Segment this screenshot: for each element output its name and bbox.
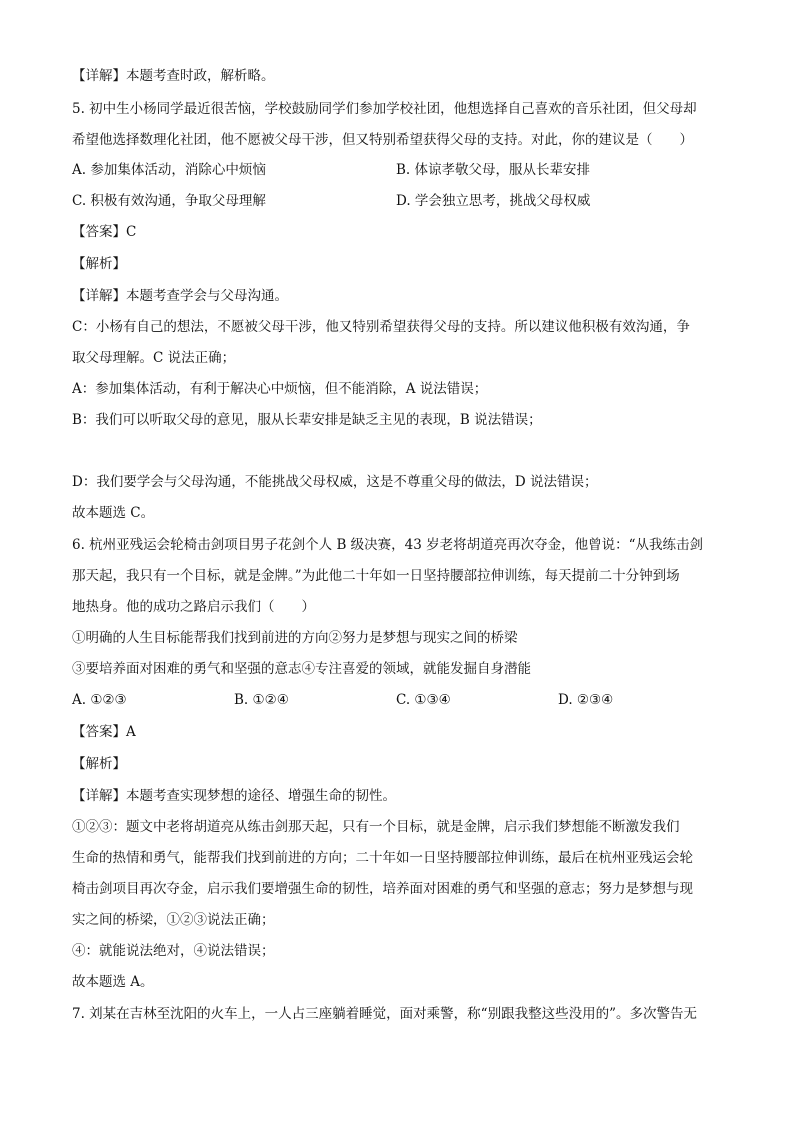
q5-option-a: A. 参加集体活动，消除心中烦恼 (72, 162, 266, 178)
q5-option-d: D. 学会独立思考，挑战父母权威 (396, 193, 591, 209)
q6-option-c: C. ①③④ (396, 692, 451, 708)
q6-statements-line-2: ③要培养面对困难的勇气和坚强的意志④专注喜爱的领域，就能发掘自身潜能 (72, 661, 531, 677)
q6-detail-intro: 【详解】本题考查实现梦想的途径、增强生命的韧性。 (72, 788, 396, 804)
q5-option-b: B. 体谅孝敬父母，服从长辈安排 (396, 162, 591, 178)
q5-detail-b: B：我们可以听取父母的意见，服从长辈安排是缺乏主见的表现，B 说法错误； (72, 412, 542, 428)
q5-detail-c-line-2: 取父母理解。C 说法正确； (72, 350, 236, 366)
q6-detail-line-2: 生命的热情和勇气，能帮我们找到前进的方向；二十年如一日坚持腰部拉伸训练，最后在杭州亚残运会轮 (72, 850, 693, 866)
q6-detail-line-1: ①②③：题文中老将胡道亮从练击剑那天起，只有一个目标，就是金牌，启示我们梦想能不断激发我们 (72, 819, 680, 835)
q5-answer: 【答案】C (72, 224, 137, 240)
q5-option-c: C. 积极有效沟通，争取父母理解 (72, 193, 266, 209)
q6-stem-line-3: 地热身。他的成功之路启示我们（ ） (72, 599, 315, 615)
q5-detail-a: A：参加集体活动，有利于解决心中烦恼，但不能消除，A 说法错误； (72, 381, 488, 397)
q5-detail-intro: 【详解】本题考查学会与父母沟通。 (72, 288, 288, 304)
q6-detail-line-3: 椅击剑项目再次夺金，启示我们要增强生命的韧性，培养面对困难的勇气和坚强的意志；努力是梦想与现 (72, 881, 693, 897)
q6-analysis-heading: 【解析】 (72, 756, 126, 772)
q6-options-row (72, 690, 727, 710)
q6-detail-statement-4: ④：就能说法绝对，④说法错误； (72, 943, 275, 959)
q5-analysis-heading: 【解析】 (72, 256, 126, 272)
q6-option-b: B. ①②④ (234, 692, 289, 708)
q5-stem-line-2: 希望他选择数理化社团，他不愿被父母干涉，但又特别希望获得父母的支持。对此，你的建议是（ ） (72, 132, 693, 148)
q5-options-row-2 (72, 191, 727, 211)
q5-conclusion: 故本题选 C。 (72, 505, 155, 521)
q5-options-row-1 (72, 160, 727, 180)
q4-explanation-detail: 【详解】本题考查时政，解析略。 (72, 68, 275, 84)
q6-detail-line-4: 实之间的桥梁，①②③说法正确； (72, 912, 275, 928)
q6-statements-line-1: ①明确的人生目标能帮我们找到前进的方向②努力是梦想与现实之间的桥梁 (72, 630, 518, 646)
q6-conclusion: 故本题选 A。 (72, 974, 154, 990)
q5-stem-line-1: 5. 初中生小杨同学最近很苦恼，学校鼓励同学们参加学校社团，他想选择自己喜欢的音乐社团，但父母却 (72, 101, 697, 117)
q6-answer: 【答案】A (72, 724, 136, 740)
q7-stem-line-1: 7. 刘某在吉林至沈阳的火车上，一人占三座躺着睡觉，面对乘警，称“别跟我整这些没用的”。多次警告无 (72, 1006, 697, 1022)
q6-option-d: D. ②③④ (558, 692, 614, 708)
q6-stem-line-2: 那天起，我只有一个目标，就是金牌。”为此他二十年如一日坚持腰部拉伸训练，每天提前二十分钟到场 (72, 568, 680, 584)
q5-detail-c-line-1: C：小杨有自己的想法，不愿被父母干涉，他又特别希望获得父母的支持。所以建议他积极有效沟通，争 (72, 319, 690, 335)
q6-stem-line-1: 6. 杭州亚残运会轮椅击剑项目男子花剑个人 B 级决赛，43 岁老将胡道亮再次夺金，他曾说：“从我练击剑 (72, 537, 704, 553)
q5-detail-d: D：我们要学会与父母沟通，不能挑战父母权威，这是不尊重父母的做法，D 说法错误； (72, 474, 598, 490)
q6-option-a: A. ①②③ (72, 692, 127, 708)
